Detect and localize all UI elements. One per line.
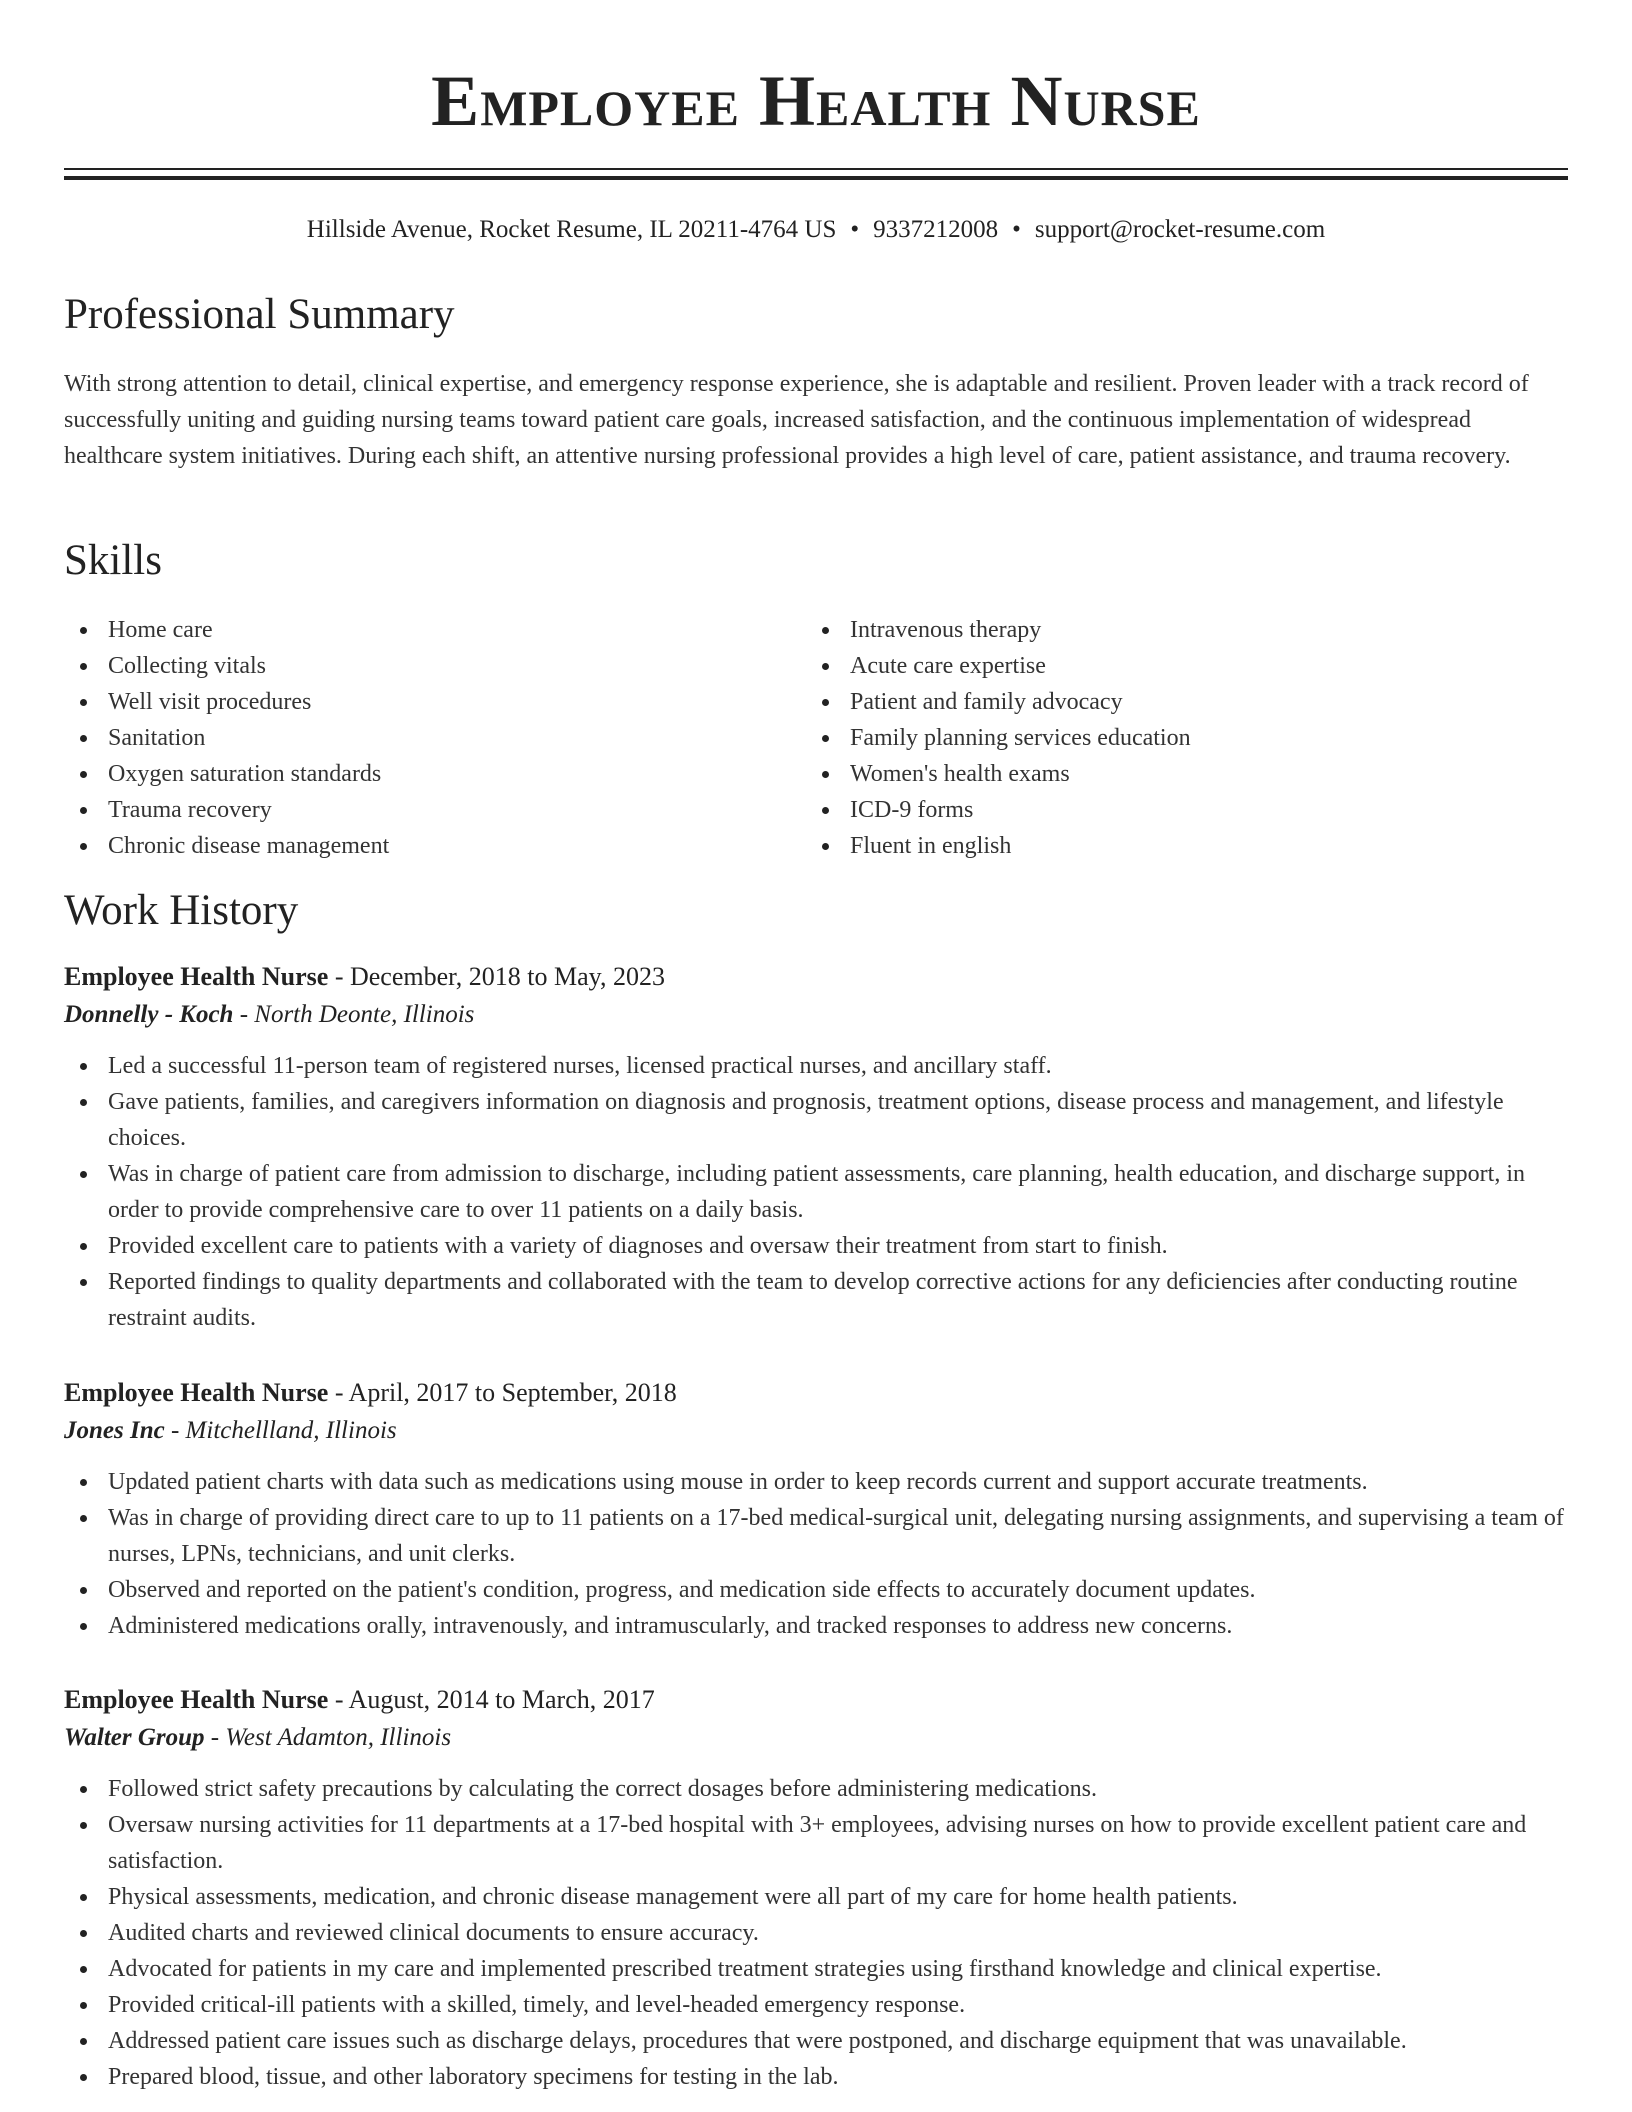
contact-separator: • [850,216,860,243]
job-bullets [64,1464,1574,1644]
header-divider [64,168,1568,180]
skill-item: Intravenous therapy [806,612,1546,648]
job-bullet: Administered medications orally, intravenously, and intramuscularly, and tracked responses to address new concerns. [64,1608,1574,1644]
job-employer [64,996,1574,1034]
summary-text: With strong attention to detail, clinical expertise, and emergency response experience, she is adaptable and resilient. Proven leader with a track record of successfully uniting and guiding nursing teams toward patient care goals, increased satisfaction, and the continuous implementation of widespread healthcare system initiatives. During each shift, an attentive nursing professional provides a high level of care, patient assistance, and trauma recovery. [64,371,1529,469]
job-heading [64,1374,1574,1412]
job-entry [64,1681,1574,2095]
skill-item: Acute care expertise [806,648,1546,684]
job-dates: - December, 2018 to May, 2023 [328,962,665,991]
skill-item: ICD-9 forms [806,792,1546,828]
skills-list-left [64,612,764,864]
job-bullet: Was in charge of patient care from admission to discharge, including patient assessments, care planning, health education, and discharge support, in order to provide comprehensive care to over 11 patients on a daily basis. [64,1156,1574,1228]
job-company: Jones Inc [64,1417,165,1444]
skill-item: Fluent in english [806,828,1546,864]
job-entry [64,1374,1574,1644]
job-location: - Mitchellland, Illinois [164,1417,397,1444]
contact-phone: 9337212008 [873,216,999,243]
job-employer [64,1719,1574,1757]
job-heading [64,958,1574,996]
job-bullet: Physical assessments, medication, and chronic disease management were all part of my care for home health patients. [64,1879,1574,1915]
job-location: - North Deonte, Illinois [233,1001,475,1028]
job-company: Donnelly - Koch [64,1001,234,1028]
job-bullets [64,1048,1574,1336]
contact-line [0,216,1632,244]
job-bullet: Reported findings to quality departments and collaborated with the team to develop corrective actions for any deficiencies after conducting routine restraint audits. [64,1264,1574,1336]
skills-list-right [806,612,1546,864]
job-bullet: Advocated for patients in my care and implemented prescribed treatment strategies using firsthand knowledge and clinical expertise. [64,1951,1574,1987]
skill-item: Oxygen saturation standards [64,756,764,792]
skill-item: Home care [64,612,764,648]
job-bullet: Addressed patient care issues such as discharge delays, procedures that were postponed, and discharge equipment that was unavailable. [64,2023,1574,2059]
work-history-heading: Work History [64,887,299,934]
job-bullet: Oversaw nursing activities for 11 departments at a 17-bed hospital with 3+ employees, advising nurses on how to provide excellent patient care and satisfaction. [64,1807,1574,1879]
job-bullet: Provided excellent care to patients with a variety of diagnoses and oversaw their treatment from start to finish. [64,1228,1574,1264]
job-title: Employee Health Nurse [64,1378,329,1407]
skill-item: Chronic disease management [64,828,764,864]
skill-item: Patient and family advocacy [806,684,1546,720]
job-dates: - August, 2014 to March, 2017 [328,1685,655,1714]
job-bullet: Audited charts and reviewed clinical documents to ensure accuracy. [64,1915,1574,1951]
job-bullets [64,1771,1574,2095]
skills-heading: Skills [64,537,162,584]
job-heading [64,1681,1574,1719]
job-bullet: Updated patient charts with data such as medications using mouse in order to keep records current and support accurate treatments. [64,1464,1574,1500]
job-bullet: Led a successful 11-person team of registered nurses, licensed practical nurses, and ancillary staff. [64,1048,1574,1084]
job-entry [64,958,1574,1336]
job-employer [64,1412,1574,1450]
contact-email: support@rocket-resume.com [1034,216,1326,243]
skill-item: Well visit procedures [64,684,764,720]
job-bullet: Gave patients, families, and caregivers information on diagnosis and prognosis, treatment options, disease process and management, and lifestyle choices. [64,1084,1574,1156]
skill-item: Collecting vitals [64,648,764,684]
contact-address: Hillside Avenue, Rocket Resume, IL 20211-4764 US [306,216,837,243]
skill-item: Women's health exams [806,756,1546,792]
summary-heading: Professional Summary [64,291,455,338]
candidate-name: Employee Health Nurse [431,61,1201,141]
skill-item: Trauma recovery [64,792,764,828]
job-title: Employee Health Nurse [64,962,329,991]
contact-separator: • [1012,216,1021,243]
job-bullet: Was in charge of providing direct care to up to 11 patients on a 17-bed medical-surgical unit, delegating nursing assignments, and supervising a team of nurses, LPNs, technicians, and unit clerks. [64,1500,1574,1572]
skill-item: Family planning services education [806,720,1546,756]
skill-item: Sanitation [64,720,764,756]
job-title: Employee Health Nurse [64,1685,329,1714]
job-bullet: Observed and reported on the patient's condition, progress, and medication side effects to accurately document updates. [64,1572,1574,1608]
job-company: Walter Group [64,1724,205,1751]
job-location: - West Adamton, Illinois [204,1724,452,1751]
job-bullet: Followed strict safety precautions by calculating the correct dosages before administering medications. [64,1771,1574,1807]
job-bullet: Prepared blood, tissue, and other laboratory specimens for testing in the lab. [64,2059,1574,2095]
job-bullet: Provided critical-ill patients with a skilled, timely, and level-headed emergency response. [64,1987,1574,2023]
job-dates: - April, 2017 to September, 2018 [328,1378,677,1407]
